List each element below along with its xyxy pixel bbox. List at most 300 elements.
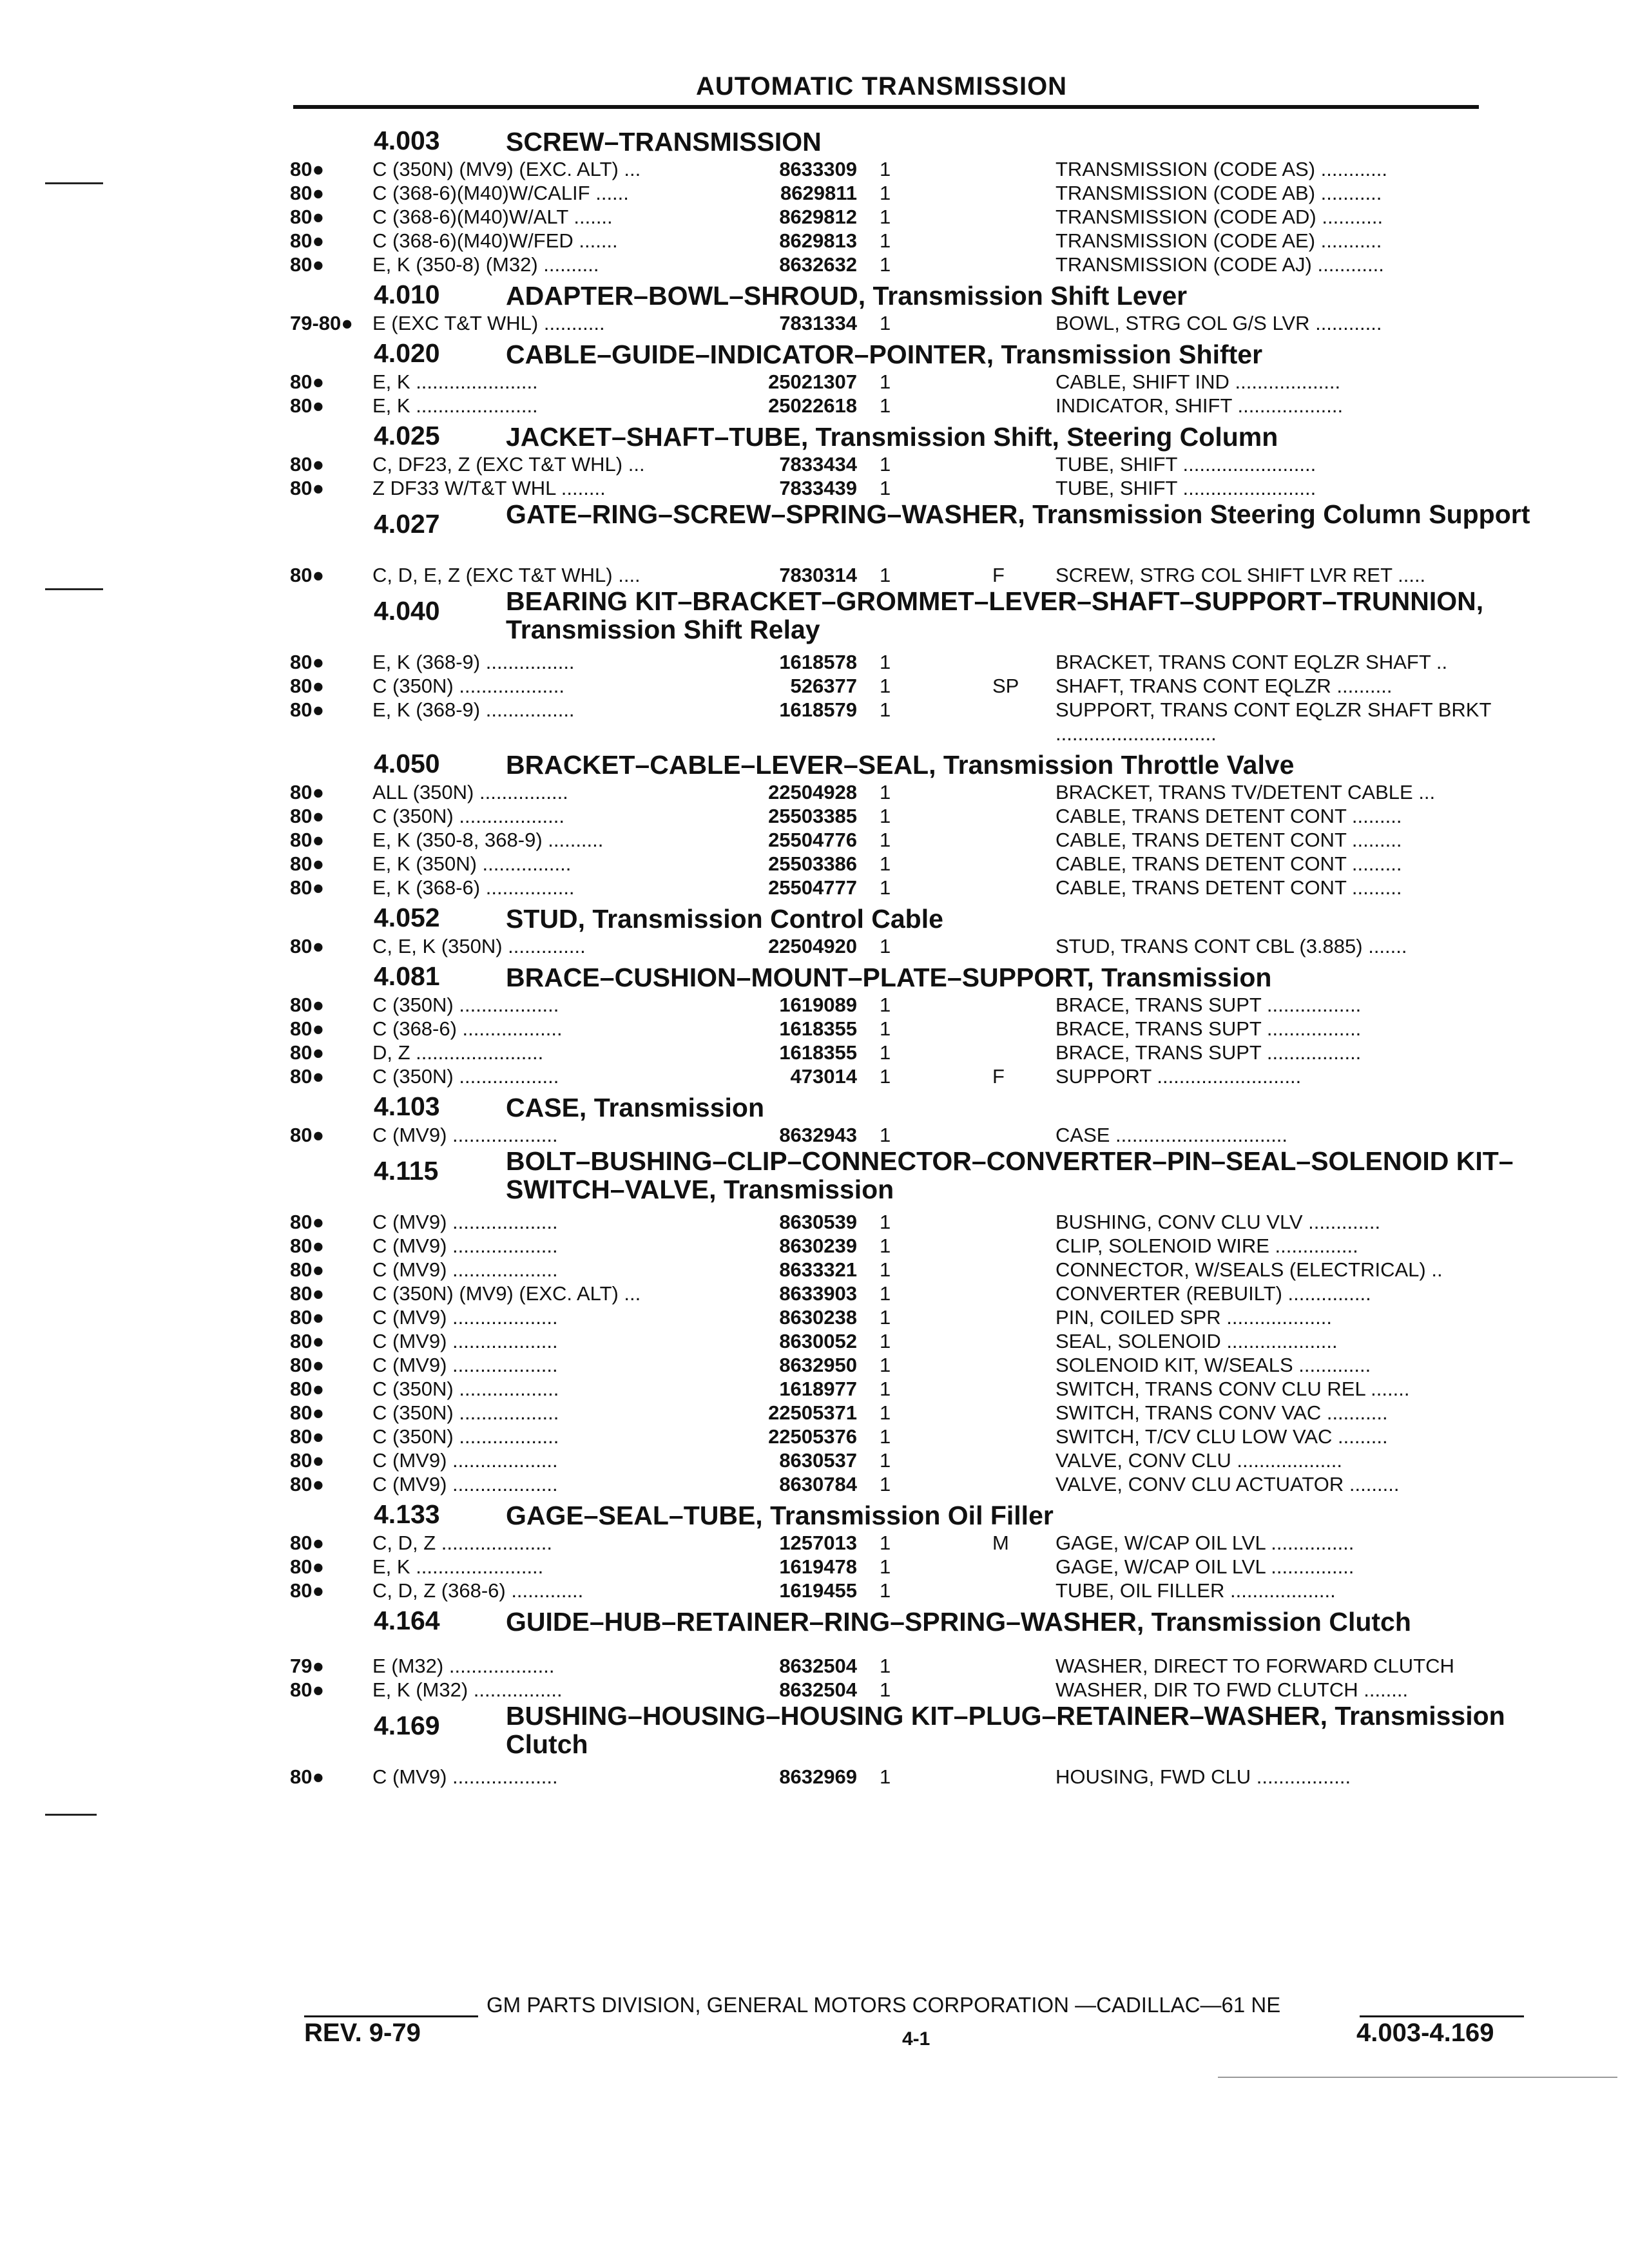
section-number: 4.025 [374, 421, 440, 450]
part-description: PIN, COILED SPR ................... [1055, 1306, 1332, 1329]
quantity: 1 [880, 1532, 891, 1554]
table-row [0, 934, 1629, 958]
part-number: 25504776 [768, 829, 857, 851]
part-description: CASE ............................... [1055, 1124, 1288, 1146]
table-row [0, 674, 1629, 698]
parts-section [0, 418, 1629, 500]
section-number: 4.133 [374, 1499, 440, 1529]
part-number: 8632504 [779, 1678, 857, 1701]
table-row [0, 828, 1629, 852]
application: C (350N) ................... [372, 675, 565, 697]
section-title: SCREW–TRANSMISSION [506, 127, 822, 157]
table-row [0, 311, 1629, 335]
part-number: 8630539 [779, 1211, 857, 1233]
model-year: 80● [290, 1065, 325, 1088]
part-description: SUPPORT, TRANS CONT EQLZR SHAFT BRKT ............................. [1055, 698, 1491, 745]
quantity: 1 [880, 477, 891, 499]
application: C, D, Z .................... [372, 1532, 553, 1554]
model-year: 80● [290, 1678, 325, 1701]
quantity: 1 [880, 876, 891, 899]
quantity: 1 [880, 253, 891, 276]
table-row [0, 1123, 1629, 1147]
section-number: 4.169 [374, 1711, 440, 1740]
section-title: BOLT–BUSHING–CLIP–CONNECTOR–CONVERTER–PIN–SEAL–SOLENOID KIT–SWITCH–VALVE, Transmission [506, 1146, 1514, 1204]
section-heading [0, 418, 1629, 452]
section-title: BUSHING–HOUSING–HOUSING KIT–PLUG–RETAINER–WASHER, Transmission Clutch [506, 1701, 1505, 1759]
part-description: TUBE, SHIFT ........................ [1055, 453, 1316, 476]
table-row [0, 1579, 1629, 1602]
quantity: 1 [880, 994, 891, 1016]
table-row [0, 1555, 1629, 1579]
part-description: BRACE, TRANS SUPT ................. [1055, 1041, 1362, 1064]
section-heading [0, 958, 1629, 993]
part-description: CABLE, SHIFT IND ................... [1055, 370, 1341, 393]
model-year: 80● [290, 1378, 325, 1400]
table-row [0, 1448, 1629, 1472]
part-number: 7830314 [779, 564, 857, 586]
model-year: 80● [290, 1211, 325, 1233]
table-row [0, 1234, 1629, 1258]
model-year: 80● [290, 876, 325, 899]
part-description: BOWL, STRG COL G/S LVR ............ [1055, 312, 1382, 334]
part-number: 8630784 [779, 1473, 857, 1495]
application: C (368-6)(M40)W/CALIF ...... [372, 182, 629, 204]
part-description: TRANSMISSION (CODE AB) ........... [1055, 182, 1382, 204]
part-number: 8633903 [779, 1282, 857, 1305]
application: E, K ....................... [372, 1555, 544, 1578]
table-row [0, 1258, 1629, 1282]
part-description: CONNECTOR, W/SEALS (ELECTRICAL) .. [1055, 1258, 1443, 1281]
part-description: TRANSMISSION (CODE AE) ........... [1055, 229, 1382, 252]
model-year: 80● [290, 651, 325, 673]
table-row [0, 1425, 1629, 1448]
part-number: 8632969 [779, 1765, 857, 1788]
part-number: 7833434 [779, 453, 857, 476]
model-year: 80● [290, 394, 325, 417]
part-description: SOLENOID KIT, W/SEALS ............. [1055, 1354, 1371, 1376]
table-row [0, 780, 1629, 804]
section-heading [0, 899, 1629, 934]
section-heading [0, 1496, 1629, 1531]
section-title: BRACE–CUSHION–MOUNT–PLATE–SUPPORT, Transmission [506, 963, 1272, 992]
model-year: 80● [290, 370, 325, 393]
part-number: 7831334 [779, 312, 857, 334]
table-row [0, 370, 1629, 394]
section-number: 4.115 [374, 1156, 439, 1186]
application: C (350N) (MV9) (EXC. ALT) ... [372, 158, 641, 180]
application: E (M32) ................... [372, 1655, 555, 1677]
table-row [0, 1377, 1629, 1401]
part-description: GAGE, W/CAP OIL LVL ............... [1055, 1532, 1354, 1554]
part-description: CABLE, TRANS DETENT CONT ......... [1055, 876, 1402, 899]
application: C, D, E, Z (EXC T&T WHL) .... [372, 564, 641, 586]
quantity: 1 [880, 1765, 891, 1788]
part-number: 1619478 [779, 1555, 857, 1578]
model-year: 80● [290, 698, 325, 721]
table-row [0, 1401, 1629, 1425]
application: E, K (368-6) ................ [372, 876, 575, 899]
model-year: 80● [290, 253, 325, 276]
parts-section [0, 335, 1629, 418]
application: E, K (368-9) ................ [372, 698, 575, 721]
model-year: 80● [290, 1041, 325, 1064]
part-number: 8633309 [779, 158, 857, 180]
table-row [0, 394, 1629, 418]
application: Z DF33 W/T&T WHL ........ [372, 477, 606, 499]
part-number: 1619455 [779, 1579, 857, 1602]
parts-section [0, 500, 1629, 587]
quantity: 1 [880, 1678, 891, 1701]
model-year: 80● [290, 852, 325, 875]
part-description: BRACKET, TRANS TV/DETENT CABLE ... [1055, 781, 1436, 803]
table-row [0, 1210, 1629, 1234]
usage-code: SP [992, 675, 1019, 697]
model-year: 80● [290, 935, 325, 957]
model-year: 80● [290, 1765, 325, 1788]
part-description: HOUSING, FWD CLU ................. [1055, 1765, 1351, 1788]
part-description: VALVE, CONV CLU ACTUATOR ......... [1055, 1473, 1400, 1495]
part-number: 8633321 [779, 1258, 857, 1281]
bottom-rule [1218, 2077, 1617, 2078]
parts-section [0, 276, 1629, 335]
section-number: 4.020 [374, 338, 440, 368]
part-description: GAGE, W/CAP OIL LVL ............... [1055, 1555, 1354, 1578]
section-number: 4.050 [374, 749, 440, 778]
section-heading [0, 745, 1629, 780]
quantity: 1 [880, 1555, 891, 1578]
margin-tick [45, 1814, 97, 1816]
part-number: 1618355 [779, 1041, 857, 1064]
model-year: 80● [290, 1449, 325, 1472]
application: C (MV9) ................... [372, 1258, 558, 1281]
application: E, K (368-9) ................ [372, 651, 575, 673]
model-year: 80● [290, 994, 325, 1016]
application: C (MV9) ................... [372, 1354, 558, 1376]
quantity: 1 [880, 1258, 891, 1281]
table-row [0, 205, 1629, 229]
part-number: 8630238 [779, 1306, 857, 1329]
parts-section [0, 122, 1629, 276]
part-description: SEAL, SOLENOID .................... [1055, 1330, 1338, 1352]
model-year: 80● [290, 1235, 325, 1257]
part-description: INDICATOR, SHIFT ................... [1055, 394, 1344, 417]
quantity: 1 [880, 698, 891, 721]
part-number: 1618355 [779, 1017, 857, 1040]
model-year: 80● [290, 1532, 325, 1554]
parts-section [0, 1088, 1629, 1147]
part-description: BRACKET, TRANS CONT EQLZR SHAFT .. [1055, 651, 1448, 673]
part-description: CABLE, TRANS DETENT CONT ......... [1055, 829, 1402, 851]
table-row [0, 452, 1629, 476]
application: C (MV9) ................... [372, 1473, 558, 1495]
quantity: 1 [880, 394, 891, 417]
quantity: 1 [880, 852, 891, 875]
application: C (368-6)(M40)W/FED ....... [372, 229, 618, 252]
application: C (350N) .................. [372, 1065, 559, 1088]
part-number: 8632504 [779, 1655, 857, 1677]
table-row [0, 650, 1629, 674]
application: E, K (350-8) (M32) .......... [372, 253, 599, 276]
part-description: CLIP, SOLENOID WIRE ............... [1055, 1235, 1358, 1257]
parts-section [0, 1702, 1629, 1789]
table-row [0, 1041, 1629, 1064]
model-year: 80● [290, 1473, 325, 1495]
application: E, K (M32) ................ [372, 1678, 563, 1701]
table-row [0, 852, 1629, 876]
model-year: 80● [290, 805, 325, 827]
section-title: STUD, Transmission Control Cable [506, 904, 943, 934]
section-heading [0, 122, 1629, 157]
model-year: 80● [290, 1330, 325, 1352]
application: C, D, Z (368-6) ............. [372, 1579, 584, 1602]
model-year: 80● [290, 564, 325, 586]
footer-rule [1360, 2015, 1524, 2017]
part-number: 8630537 [779, 1449, 857, 1472]
part-number: 22505376 [768, 1425, 857, 1448]
part-number: 22504928 [768, 781, 857, 803]
table-row [0, 1305, 1629, 1329]
application: C (MV9) ................... [372, 1306, 558, 1329]
model-year: 80● [290, 477, 325, 499]
part-description: BUSHING, CONV CLU VLV ............. [1055, 1211, 1381, 1233]
model-year: 80● [290, 1425, 325, 1448]
parts-section [0, 587, 1629, 745]
application: C (368-6)(M40)W/ALT ....... [372, 206, 613, 228]
section-number: 4.003 [374, 126, 440, 155]
model-year: 80● [290, 1282, 325, 1305]
quantity: 1 [880, 182, 891, 204]
quantity: 1 [880, 1282, 891, 1305]
part-number: 22504920 [768, 935, 857, 957]
footer-publisher-line: GM PARTS DIVISION, GENERAL MOTORS CORPORATION —CADILLAC—61 NE [487, 1993, 1281, 2017]
section-number: 4.027 [374, 509, 440, 539]
quantity: 1 [880, 206, 891, 228]
application: C (350N) .................. [372, 994, 559, 1016]
parts-section [0, 1602, 1629, 1702]
model-year: 80● [290, 1124, 325, 1146]
table-row [0, 253, 1629, 276]
parts-section [0, 899, 1629, 958]
section-title: JACKET–SHAFT–TUBE, Transmission Shift, Steering Column [506, 422, 1278, 452]
part-number: 8630052 [779, 1330, 857, 1352]
model-year: 80● [290, 229, 325, 252]
quantity: 1 [880, 651, 891, 673]
quantity: 1 [880, 1378, 891, 1400]
application: C (MV9) ................... [372, 1211, 558, 1233]
table-row [0, 1282, 1629, 1305]
part-description: TRANSMISSION (CODE AS) ............ [1055, 158, 1388, 180]
quantity: 1 [880, 453, 891, 476]
part-number: 8629812 [779, 206, 857, 228]
table-row [0, 229, 1629, 253]
table-row [0, 1531, 1629, 1555]
quantity: 1 [880, 1449, 891, 1472]
part-description: TRANSMISSION (CODE AD) ........... [1055, 206, 1383, 228]
part-number: 8632632 [779, 253, 857, 276]
table-row [0, 1765, 1629, 1789]
quantity: 1 [880, 158, 891, 180]
application: C, DF23, Z (EXC T&T WHL) ... [372, 453, 645, 476]
part-number: 25504777 [768, 876, 857, 899]
model-year: 79-80● [290, 312, 354, 334]
quantity: 1 [880, 1306, 891, 1329]
model-year: 80● [290, 829, 325, 851]
usage-code: F [992, 1065, 1005, 1088]
application: E, K (350-8, 368-9) .......... [372, 829, 604, 851]
quantity: 1 [880, 781, 891, 803]
part-description: WASHER, DIRECT TO FORWARD CLUTCH [1055, 1655, 1454, 1677]
page-number: 4-1 [902, 2028, 930, 2050]
quantity: 1 [880, 1065, 891, 1088]
table-row [0, 1017, 1629, 1041]
section-number: 4.040 [374, 596, 440, 626]
application: C (MV9) ................... [372, 1235, 558, 1257]
parts-sections [0, 122, 1629, 1789]
table-row [0, 1064, 1629, 1088]
model-year: 80● [290, 1555, 325, 1578]
part-description: SUPPORT .......................... [1055, 1065, 1302, 1088]
application: E (EXC T&T WHL) ........... [372, 312, 605, 334]
quantity: 1 [880, 829, 891, 851]
part-number: 8630239 [779, 1235, 857, 1257]
part-description: TRANSMISSION (CODE AJ) ............ [1055, 253, 1384, 276]
model-year: 80● [290, 781, 325, 803]
quantity: 1 [880, 1017, 891, 1040]
part-number: 25503386 [768, 852, 857, 875]
model-year: 80● [290, 206, 325, 228]
table-row [0, 1678, 1629, 1702]
application: C (MV9) ................... [372, 1330, 558, 1352]
part-number: 1257013 [779, 1532, 857, 1554]
part-description: VALVE, CONV CLU ................... [1055, 1449, 1343, 1472]
table-row [0, 993, 1629, 1017]
table-row [0, 476, 1629, 500]
application: C (MV9) ................... [372, 1765, 558, 1788]
part-number: 1619089 [779, 994, 857, 1016]
section-number: 4.010 [374, 280, 440, 309]
model-year: 80● [290, 675, 325, 697]
quantity: 1 [880, 1235, 891, 1257]
section-heading [0, 276, 1629, 311]
part-number: 1618579 [779, 698, 857, 721]
section-range: 4.003-4.169 [1356, 2019, 1494, 2047]
section-title: ADAPTER–BOWL–SHROUD, Transmission Shift Lever [506, 281, 1188, 311]
quantity: 1 [880, 229, 891, 252]
part-description: CABLE, TRANS DETENT CONT ......... [1055, 852, 1402, 875]
table-row [0, 1472, 1629, 1496]
parts-section [0, 745, 1629, 899]
section-heading [0, 1147, 1629, 1210]
quantity: 1 [880, 1473, 891, 1495]
quantity: 1 [880, 805, 891, 827]
quantity: 1 [880, 370, 891, 393]
section-heading [0, 335, 1629, 370]
quantity: 1 [880, 1330, 891, 1352]
application: C (350N) (MV9) (EXC. ALT) ... [372, 1282, 641, 1305]
section-spacer [0, 1637, 1629, 1654]
page-header-title: AUTOMATIC TRANSMISSION [696, 72, 1068, 101]
part-number: 25022618 [768, 394, 857, 417]
model-year: 80● [290, 1354, 325, 1376]
part-number: 25021307 [768, 370, 857, 393]
section-heading [0, 1602, 1629, 1637]
part-number: 22505371 [768, 1401, 857, 1424]
table-row [0, 698, 1629, 745]
section-title: BEARING KIT–BRACKET–GROMMET–LEVER–SHAFT–SUPPORT–TRUNNION, Transmission Shift Relay [506, 586, 1484, 644]
table-row [0, 1654, 1629, 1678]
application: C, E, K (350N) .............. [372, 935, 586, 957]
part-description: WASHER, DIR TO FWD CLUTCH ........ [1055, 1678, 1409, 1701]
application: C (368-6) .................. [372, 1017, 563, 1040]
part-number: 1618578 [779, 651, 857, 673]
section-heading [0, 1088, 1629, 1123]
table-row [0, 876, 1629, 899]
section-title: GUIDE–HUB–RETAINER–RING–SPRING–WASHER, Transmission Clutch [506, 1607, 1411, 1637]
quantity: 1 [880, 1401, 891, 1424]
revision-label: REV. 9-79 [304, 2019, 421, 2047]
model-year: 80● [290, 1017, 325, 1040]
section-number: 4.052 [374, 903, 440, 932]
section-number: 4.164 [374, 1606, 440, 1635]
application: D, Z ....................... [372, 1041, 544, 1064]
section-number: 4.103 [374, 1091, 440, 1121]
part-number: 8632950 [779, 1354, 857, 1376]
application: E, K ...................... [372, 394, 538, 417]
quantity: 1 [880, 1124, 891, 1146]
quantity: 1 [880, 564, 891, 586]
part-number: 25503385 [768, 805, 857, 827]
part-description: SWITCH, TRANS CONV CLU REL ....... [1055, 1378, 1410, 1400]
model-year: 80● [290, 182, 325, 204]
part-description: SWITCH, TRANS CONV VAC ........... [1055, 1401, 1388, 1424]
usage-code: F [992, 564, 1005, 586]
application: C (350N) ................... [372, 805, 565, 827]
application: E, K (350N) ................ [372, 852, 572, 875]
section-title: BRACKET–CABLE–LEVER–SEAL, Transmission Throttle Valve [506, 750, 1295, 780]
model-year: 80● [290, 1401, 325, 1424]
section-heading [0, 587, 1629, 650]
section-number: 4.081 [374, 961, 440, 991]
model-year: 80● [290, 1258, 325, 1281]
part-number: 526377 [790, 675, 857, 697]
model-year: 80● [290, 1579, 325, 1602]
application: ALL (350N) ................ [372, 781, 568, 803]
part-description: CONVERTER (REBUILT) ............... [1055, 1282, 1371, 1305]
usage-code: M [992, 1532, 1009, 1554]
section-title: GATE–RING–SCREW–SPRING–WASHER, Transmission Steering Column Support [506, 499, 1530, 529]
table-row [0, 181, 1629, 205]
part-number: 8632943 [779, 1124, 857, 1146]
section-title: GAGE–SEAL–TUBE, Transmission Oil Filler [506, 1501, 1054, 1530]
model-year: 80● [290, 158, 325, 180]
part-description: TUBE, SHIFT ........................ [1055, 477, 1316, 499]
part-description: CABLE, TRANS DETENT CONT ......... [1055, 805, 1402, 827]
section-heading [0, 500, 1629, 563]
application: C (MV9) ................... [372, 1124, 558, 1146]
application: E, K ...................... [372, 370, 538, 393]
application: C (350N) .................. [372, 1425, 559, 1448]
part-number: 7833439 [779, 477, 857, 499]
part-number: 8629813 [779, 229, 857, 252]
model-year: 80● [290, 453, 325, 476]
part-description: SCREW, STRG COL SHIFT LVR RET ..... [1055, 564, 1426, 586]
section-title: CABLE–GUIDE–INDICATOR–POINTER, Transmission Shifter [506, 340, 1263, 369]
application: C (MV9) ................... [372, 1449, 558, 1472]
quantity: 1 [880, 312, 891, 334]
part-number: 8629811 [780, 182, 857, 204]
quantity: 1 [880, 1579, 891, 1602]
table-row [0, 563, 1629, 587]
